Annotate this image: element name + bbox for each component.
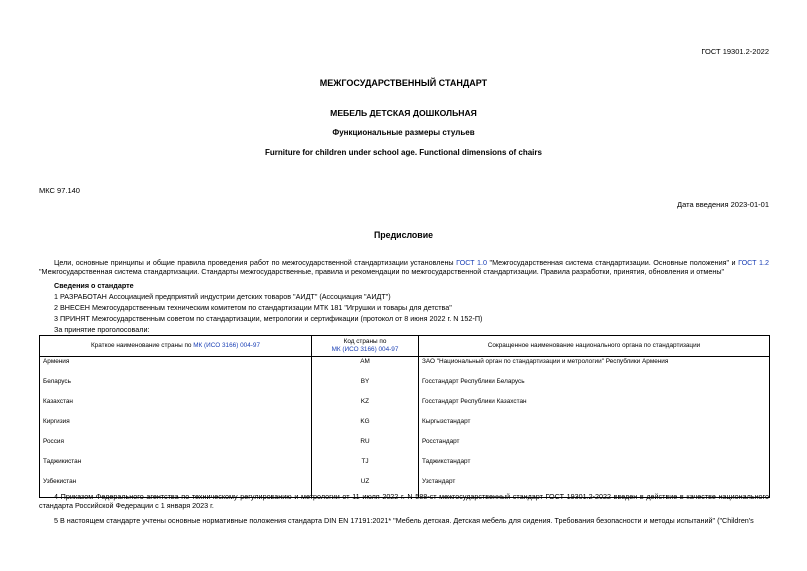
cell-body: Госстандарт Республики Беларусь bbox=[419, 377, 770, 397]
preface-goals-paragraph bbox=[39, 258, 769, 276]
cell-code: RU bbox=[312, 437, 419, 457]
cell-country: Казахстан bbox=[40, 397, 312, 417]
preface-item-4: 4 Приказом Федерального агентства по техническому регулированию и метрологии от 11 июля 2022 г. N 588-ст межгосударственный стандарт ГОСТ 19301.2-2022 введен в действие в качестве национального стандарта Российской Федерации с 1 января 2023 г. bbox=[39, 492, 769, 510]
link-mk-iso-3166-code[interactable]: МК (ИСО 3166) 004-97 bbox=[331, 346, 399, 353]
cell-body: Кыргызстандарт bbox=[419, 417, 770, 437]
table-header-row bbox=[40, 336, 770, 357]
document-subtitle-ru: Функциональные размеры стульев bbox=[332, 128, 475, 137]
cell-country: Таджикистан bbox=[40, 457, 312, 477]
col-header-code: Код страны по МК (ИСО 3166) 004-97 bbox=[312, 336, 419, 357]
cell-code: TJ bbox=[312, 457, 419, 477]
document-title-ru: МЕБЕЛЬ ДЕТСКАЯ ДОШКОЛЬНАЯ bbox=[330, 108, 477, 118]
table-row bbox=[40, 437, 770, 457]
goals-text-1: Цели, основные принципы и общие правила проведения работ по межгосударственной стандартизации установлены bbox=[54, 258, 457, 267]
cell-country: Россия bbox=[40, 437, 312, 457]
col-header-body: Сокращенное наименование национального органа по стандартизации bbox=[419, 336, 770, 357]
standard-info-heading: Сведения о стандарте bbox=[54, 281, 134, 290]
preface-item-5: 5 В настоящем стандарте учтены основные нормативные положения стандарта DIN EN 17191:2021* "Мебель детская. Детская мебель для сидения. Требования безопасности и методы испытаний" ("Children's bbox=[54, 516, 754, 525]
cell-code: BY bbox=[312, 377, 419, 397]
cell-code: KZ bbox=[312, 397, 419, 417]
cell-body: ЗАО "Национальный орган по стандартизации и метрологии" Республики Армения bbox=[419, 357, 770, 378]
standard-code: ГОСТ 19301.2-2022 bbox=[701, 47, 769, 56]
table-row bbox=[40, 397, 770, 417]
table-row bbox=[40, 357, 770, 378]
countries-table bbox=[39, 335, 770, 498]
table-row bbox=[40, 377, 770, 397]
cell-country: Армения bbox=[40, 357, 312, 378]
table-row bbox=[40, 457, 770, 477]
preface-heading: Предисловие bbox=[373, 230, 434, 240]
vote-caption: За принятие проголосовали: bbox=[54, 325, 150, 334]
preface-item-1: 1 РАЗРАБОТАН Ассоциацией предприятий индустрии детских товаров "АИДТ" (Ассоциация "АИДТ") bbox=[54, 292, 391, 301]
link-gost-1-0[interactable]: ГОСТ 1.0 bbox=[456, 258, 488, 267]
preface-item-3: 3 ПРИНЯТ Межгосударственным советом по стандартизации, метрологии и сертификации (протокол от 8 июня 2022 г. N 152-П) bbox=[54, 314, 483, 323]
cell-code: KG bbox=[312, 417, 419, 437]
preface-item-2: 2 ВНЕСЕН Межгосударственным техническим комитетом по стандартизации МТК 181 "Игрушки и товары для детства" bbox=[54, 303, 452, 312]
table-row bbox=[40, 417, 770, 437]
cell-body: Таджикстандарт bbox=[419, 457, 770, 477]
col-header-country: Краткое наименование страны по МК (ИСО 3166) 004-97 bbox=[40, 336, 312, 357]
cell-country: Узбекистан bbox=[40, 477, 312, 498]
document-type-title: МЕЖГОСУДАРСТВЕННЫЙ СТАНДАРТ bbox=[319, 78, 488, 88]
goals-text-2: "Межгосударственная система стандартизации. Основные положения" и bbox=[487, 258, 739, 267]
cell-country: Беларусь bbox=[40, 377, 312, 397]
mks-code: МКС 97.140 bbox=[39, 186, 80, 195]
cell-code: AM bbox=[312, 357, 419, 378]
cell-country: Киргизия bbox=[40, 417, 312, 437]
cell-body: Узстандарт bbox=[419, 477, 770, 498]
cell-body: Госстандарт Республики Казахстан bbox=[419, 397, 770, 417]
goals-text-3: "Межгосударственная система стандартизации. Стандарты межгосударственные, правила и рекомендации по межгосударственной стандартизации. Правила разработки, принятия, обновления и отмены" bbox=[39, 267, 725, 276]
link-gost-1-2[interactable]: ГОСТ 1.2 bbox=[738, 258, 769, 267]
document-title-en: Furniture for children under school age. Functional dimensions of chairs bbox=[265, 148, 542, 157]
link-mk-iso-3166[interactable]: МК (ИСО 3166) 004-97 bbox=[193, 342, 261, 349]
cell-code: UZ bbox=[312, 477, 419, 498]
intro-date: Дата введения 2023-01-01 bbox=[677, 200, 769, 209]
cell-body: Росстандарт bbox=[419, 437, 770, 457]
